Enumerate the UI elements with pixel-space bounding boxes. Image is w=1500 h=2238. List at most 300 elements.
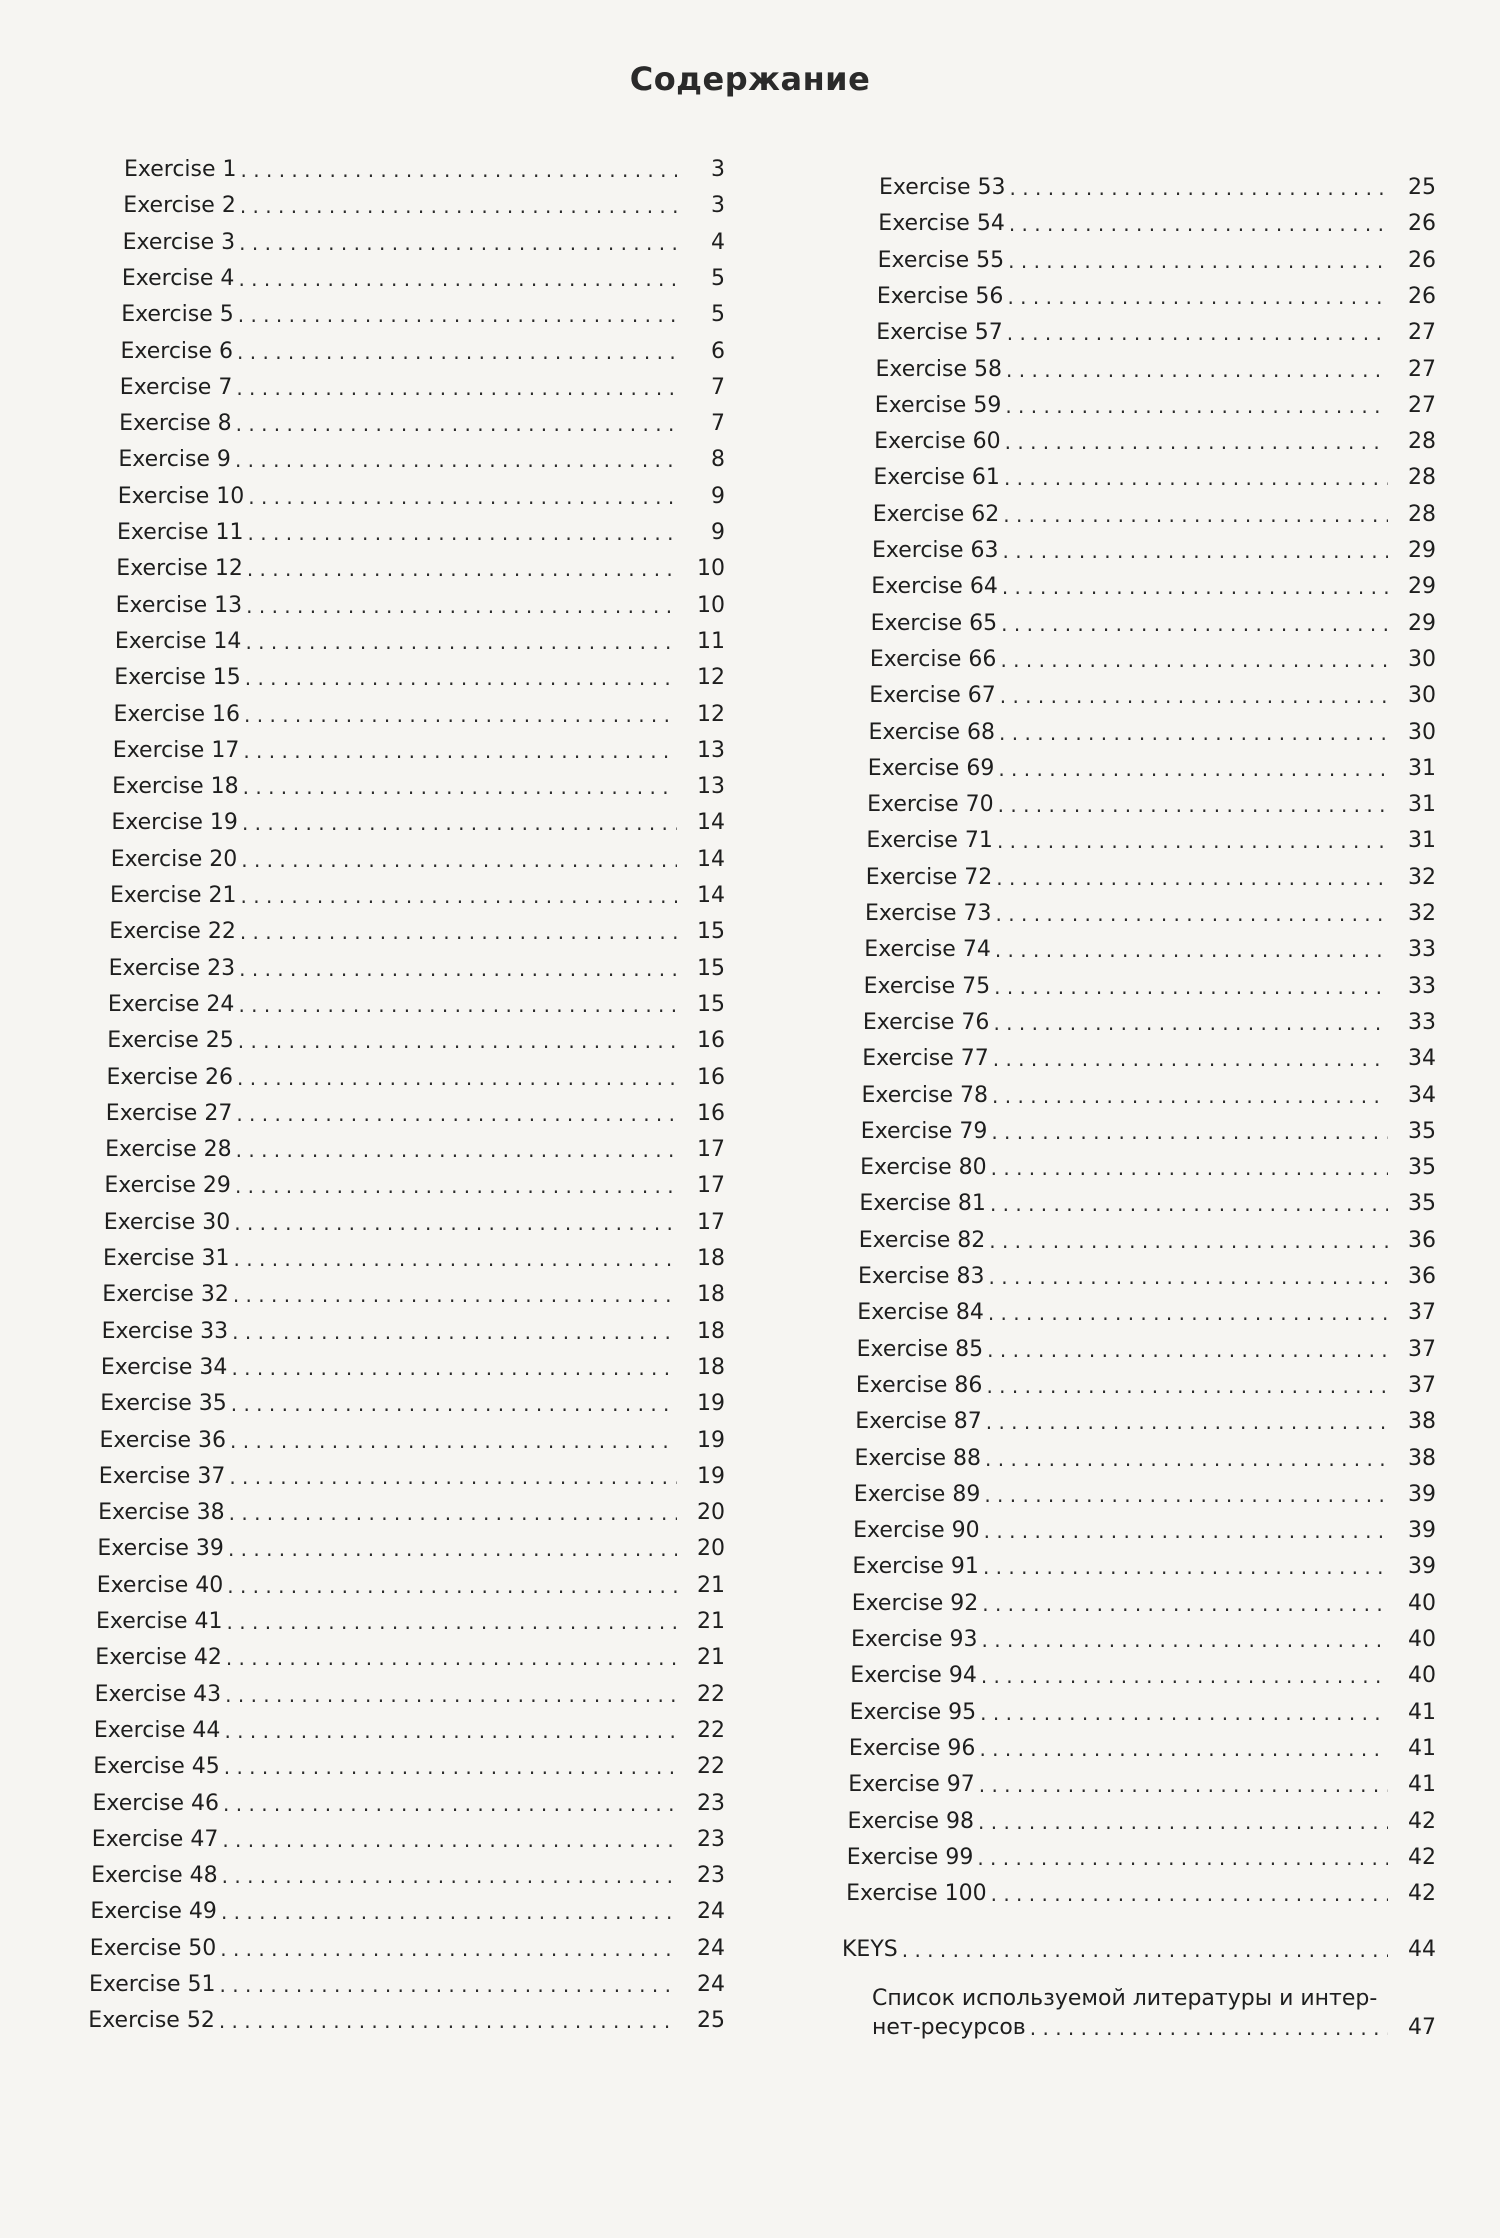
toc-entry[interactable]	[855, 1445, 1437, 1473]
dot-leader	[226, 1644, 677, 1672]
toc-entry-label: Exercise 20	[110, 846, 238, 872]
toc-entry-page: 39	[1407, 1481, 1436, 1507]
toc-entry[interactable]	[95, 1681, 725, 1709]
dot-leader	[1007, 283, 1388, 311]
toc-entry-label: Exercise 28	[105, 1137, 232, 1163]
toc-entry-label: Exercise 13	[115, 592, 243, 618]
toc-entry[interactable]	[118, 446, 725, 474]
toc-entry-label: Exercise 81	[859, 1191, 986, 1217]
toc-entry[interactable]	[858, 1263, 1436, 1291]
toc-entry-label: Exercise 4	[121, 265, 235, 291]
toc-entry-page: 27	[1407, 320, 1436, 346]
dot-leader	[1005, 392, 1388, 420]
toc-entry[interactable]	[878, 210, 1436, 238]
toc-entry[interactable]	[88, 2007, 725, 2035]
toc-entry-label: Exercise 88	[854, 1445, 982, 1471]
dot-leader	[1004, 464, 1388, 492]
toc-entry[interactable]	[121, 338, 726, 366]
toc-entry[interactable]	[90, 1898, 725, 1926]
toc-entry[interactable]	[102, 1318, 725, 1346]
toc-entry[interactable]	[107, 1027, 725, 1055]
toc-entry[interactable]	[865, 900, 1436, 928]
toc-entry-page: 22	[696, 1681, 725, 1707]
toc-entry-label: Exercise 24	[107, 991, 235, 1017]
dot-leader	[248, 483, 677, 511]
toc-entry[interactable]	[123, 229, 725, 257]
toc-entry[interactable]	[847, 1844, 1436, 1872]
toc-entry-label: Exercise 15	[114, 665, 241, 691]
toc-entry[interactable]	[105, 1136, 725, 1164]
toc-entry-label: Exercise 11	[117, 520, 244, 545]
toc-entry[interactable]	[855, 1408, 1436, 1436]
dot-leader	[995, 936, 1388, 964]
toc-entry-page: 30	[1407, 683, 1436, 709]
dot-leader	[222, 1862, 677, 1890]
dot-leader	[221, 1898, 677, 1926]
toc-entry[interactable]	[878, 247, 1436, 275]
toc-entry-page: 14	[696, 846, 725, 872]
toc-entry-page: 34	[1407, 1046, 1436, 1072]
toc-entry[interactable]	[862, 1045, 1436, 1073]
toc-entry[interactable]	[93, 1753, 725, 1781]
toc-entry-page: 42	[1408, 1808, 1436, 1834]
page-title: Содержание	[629, 60, 871, 98]
dot-leader	[236, 1136, 677, 1164]
toc-entry-label: Exercise 67	[869, 683, 996, 709]
toc-entry-page: 40	[1407, 1663, 1436, 1689]
toc-entry[interactable]	[114, 664, 725, 692]
dot-leader	[234, 1209, 677, 1237]
dot-leader	[236, 1100, 677, 1128]
toc-entry[interactable]	[122, 265, 725, 293]
dot-leader	[229, 1463, 677, 1491]
toc-entry[interactable]	[99, 1463, 725, 1491]
toc-entry-label: Exercise 34	[100, 1354, 228, 1380]
toc-entry[interactable]	[849, 1735, 1436, 1763]
toc-entry[interactable]	[94, 1717, 725, 1745]
toc-entry-page: 28	[1407, 429, 1436, 455]
dot-leader	[229, 1499, 677, 1527]
toc-entry[interactable]	[124, 156, 725, 184]
dot-leader	[235, 1172, 677, 1200]
toc-entry[interactable]	[859, 1190, 1436, 1218]
dot-leader	[990, 1190, 1388, 1218]
toc-entry-page: 26	[1407, 211, 1436, 237]
toc-entry[interactable]	[109, 918, 725, 946]
toc-entry[interactable]	[109, 955, 725, 983]
dot-leader	[220, 1971, 677, 1999]
toc-entry-label: Exercise 5	[121, 302, 234, 328]
toc-entry-page: 23	[696, 1863, 725, 1889]
toc-entry[interactable]	[876, 319, 1436, 347]
toc-entry-label: Exercise 12	[116, 556, 243, 582]
toc-entry[interactable]	[100, 1427, 726, 1455]
toc-entry-page: 9	[710, 483, 725, 509]
toc-entry-page: 8	[710, 447, 725, 473]
toc-entry[interactable]	[108, 991, 725, 1019]
toc-entry-references[interactable]	[872, 2014, 1436, 2042]
toc-entry-page: 19	[697, 1427, 725, 1453]
dot-leader	[996, 900, 1388, 928]
toc-entry-label: Exercise 59	[874, 392, 1002, 418]
dot-leader	[1005, 428, 1388, 456]
toc-entry-label: Exercise 47	[91, 1826, 219, 1852]
toc-entry[interactable]	[102, 1281, 725, 1309]
toc-entry-label: Exercise 55	[877, 247, 1005, 273]
dot-leader	[224, 1717, 677, 1745]
toc-entry-page: 28	[1407, 465, 1436, 491]
toc-entry-page: 35	[1407, 1155, 1436, 1181]
toc-entry[interactable]	[848, 1808, 1437, 1836]
toc-entry[interactable]	[854, 1481, 1436, 1509]
toc-entry-label: Exercise 46	[92, 1790, 220, 1816]
dot-leader	[1030, 2014, 1388, 2042]
toc-entry[interactable]	[850, 1662, 1436, 1690]
toc-entry-label: Exercise 27	[105, 1100, 233, 1126]
dot-leader	[986, 1372, 1388, 1400]
toc-entry[interactable]	[851, 1626, 1436, 1654]
toc-entry-page: 40	[1407, 1590, 1436, 1616]
toc-entry[interactable]	[853, 1517, 1436, 1545]
toc-entry-page: 19	[696, 1463, 725, 1489]
toc-entry[interactable]	[96, 1608, 725, 1636]
dot-leader	[1001, 610, 1388, 638]
toc-entry-label: Exercise 43	[94, 1681, 222, 1707]
toc-entry-page: 44	[1408, 1937, 1436, 1962]
toc-entry-label: нет-ресурсов	[872, 2015, 1026, 2040]
toc-entry[interactable]	[857, 1336, 1436, 1364]
dot-leader	[228, 1535, 677, 1563]
toc-entry[interactable]	[861, 1118, 1436, 1146]
dot-leader	[231, 1390, 677, 1418]
dot-leader	[245, 664, 677, 692]
toc-entry-page: 22	[696, 1754, 725, 1780]
toc-entry-label: Exercise 71	[866, 828, 993, 854]
toc-entry-label: Exercise 41	[96, 1609, 223, 1634]
dot-leader	[236, 374, 677, 402]
toc-entry-label: Exercise 21	[110, 883, 237, 908]
toc-entry[interactable]	[859, 1227, 1436, 1255]
toc-entry-page: 27	[1407, 392, 1436, 418]
dot-leader	[225, 1681, 677, 1709]
toc-entry-page: 31	[1407, 792, 1436, 818]
toc-entry-label: Exercise 100	[846, 1881, 987, 1907]
dot-leader	[238, 1027, 677, 1055]
toc-entry[interactable]	[866, 864, 1436, 892]
toc-entry-label: Exercise 99	[846, 1844, 974, 1870]
dot-leader	[220, 1935, 677, 1963]
toc-entry[interactable]	[869, 682, 1436, 710]
dot-leader	[982, 1626, 1388, 1654]
dot-leader	[984, 1517, 1388, 1545]
toc-entry[interactable]	[89, 1971, 725, 1999]
toc-entry-label: Exercise 92	[851, 1590, 979, 1616]
toc-entry-page: 42	[1407, 1881, 1436, 1907]
toc-entry-page: 42	[1407, 1844, 1436, 1870]
toc-entry-page: 29	[1407, 574, 1436, 600]
dot-leader	[1008, 247, 1388, 275]
toc-entry-label: Exercise 82	[858, 1227, 986, 1253]
dot-leader	[991, 1118, 1388, 1146]
dot-leader	[1003, 537, 1388, 565]
toc-entry-label: Exercise 45	[93, 1754, 220, 1780]
toc-entry[interactable]	[116, 592, 725, 620]
toc-entry-label: Exercise 96	[848, 1735, 976, 1761]
toc-entry-page: 25	[696, 2008, 725, 2034]
toc-entry-label: Exercise 33	[101, 1318, 229, 1344]
toc-entry[interactable]	[121, 301, 725, 329]
toc-entry[interactable]	[104, 1209, 725, 1237]
dot-leader	[235, 446, 677, 474]
toc-entry[interactable]	[110, 882, 725, 910]
toc-entry[interactable]	[97, 1572, 725, 1600]
toc-entry-page: 31	[1407, 755, 1436, 781]
toc-entry-label: Exercise 6	[120, 338, 234, 364]
toc-entry[interactable]	[101, 1354, 725, 1382]
dot-leader	[998, 791, 1388, 819]
dot-leader	[998, 755, 1388, 783]
toc-entry-label: Exercise 95	[849, 1699, 977, 1725]
toc-entry[interactable]	[91, 1862, 725, 1890]
dot-leader	[1003, 501, 1388, 529]
toc-entry-label: Exercise 93	[851, 1627, 978, 1652]
toc-entry[interactable]	[116, 555, 725, 583]
toc-entry[interactable]	[857, 1299, 1436, 1327]
toc-entry[interactable]	[872, 537, 1436, 565]
toc-entry-label: Exercise 73	[865, 901, 992, 926]
toc-entry-label: Exercise 36	[99, 1427, 227, 1453]
toc-entry-page: 28	[1407, 501, 1436, 527]
toc-entry-label: Exercise 66	[869, 646, 997, 672]
toc-entry-page: 36	[1407, 1227, 1436, 1253]
toc-entry-page: 17	[696, 1209, 725, 1235]
dot-leader	[240, 192, 677, 220]
toc-entry-page: 41	[1407, 1772, 1436, 1798]
toc-entry[interactable]	[866, 827, 1436, 855]
toc-entry-page: 9	[711, 520, 725, 545]
toc-entry[interactable]	[97, 1535, 725, 1563]
toc-entry[interactable]	[98, 1499, 725, 1527]
toc-entry-page: 18	[696, 1282, 725, 1308]
toc-entry[interactable]	[863, 1009, 1436, 1037]
toc-entry[interactable]	[873, 464, 1436, 492]
toc-entry-label: Exercise 87	[855, 1409, 982, 1435]
toc-entry[interactable]	[100, 1390, 725, 1418]
toc-entry-page: 24	[697, 1972, 725, 1997]
toc-entry[interactable]	[860, 1154, 1436, 1182]
toc-entry[interactable]	[867, 791, 1436, 819]
toc-entry-label: Exercise 61	[873, 465, 1000, 491]
toc-entry[interactable]	[104, 1172, 725, 1200]
toc-entry-page: 37	[1407, 1372, 1436, 1398]
toc-entry-label: Exercise 97	[848, 1772, 975, 1798]
toc-entry[interactable]	[850, 1699, 1436, 1727]
toc-entry[interactable]	[123, 192, 725, 220]
toc-entry[interactable]	[111, 846, 725, 874]
dot-leader	[246, 592, 677, 620]
toc-entry-page: 26	[1407, 283, 1436, 309]
dot-leader	[1009, 210, 1388, 238]
toc-entry[interactable]	[120, 374, 725, 402]
toc-entry-label: Exercise 65	[870, 610, 998, 636]
toc-entry-page: 37	[1407, 1300, 1436, 1326]
dot-leader	[981, 1662, 1388, 1690]
toc-entry[interactable]	[119, 410, 725, 438]
toc-entry-page: 6	[711, 338, 725, 364]
toc-entry[interactable]	[848, 1771, 1436, 1799]
toc-entry-page: 10	[696, 556, 725, 582]
toc-entry-page: 7	[710, 411, 725, 437]
toc-entry-label: Exercise 84	[857, 1300, 984, 1326]
dot-leader	[983, 1553, 1388, 1581]
toc-entry-page: 3	[711, 157, 725, 182]
toc-entry[interactable]	[864, 973, 1436, 1001]
dot-leader	[231, 1354, 677, 1382]
toc-entry-keys[interactable]	[842, 1936, 1436, 1964]
toc-entry[interactable]	[846, 1880, 1436, 1908]
dot-leader	[979, 1735, 1388, 1763]
dot-leader	[232, 1318, 677, 1346]
dot-leader	[238, 991, 677, 1019]
toc-entry[interactable]	[114, 701, 726, 729]
toc-entry-label: Exercise 68	[868, 719, 996, 745]
dot-leader	[237, 338, 677, 366]
toc-entry[interactable]	[876, 356, 1437, 384]
toc-entry-label: Exercise 29	[104, 1173, 231, 1199]
toc-entry-page: 18	[697, 1246, 725, 1271]
dot-leader	[243, 773, 677, 801]
toc-entry-label: Exercise 25	[107, 1028, 234, 1054]
toc-entry[interactable]	[870, 646, 1436, 674]
toc-entry-page: 34	[1408, 1082, 1436, 1108]
dot-leader	[240, 918, 677, 946]
toc-entry-label: Exercise 8	[119, 411, 232, 437]
toc-entry[interactable]	[879, 174, 1436, 202]
toc-entry-label: Exercise 78	[861, 1082, 989, 1108]
toc-entry-page: 33	[1407, 1009, 1436, 1035]
toc-entry-label: Exercise 72	[865, 864, 993, 890]
toc-entry-page: 35	[1407, 1118, 1436, 1144]
toc-entry[interactable]	[112, 773, 725, 801]
dot-leader	[238, 301, 677, 329]
dot-leader	[1007, 319, 1388, 347]
dot-leader	[988, 1299, 1388, 1327]
toc-entry-page: 29	[1408, 538, 1436, 563]
toc-entry-page: 35	[1407, 1191, 1436, 1217]
toc-entry[interactable]	[864, 936, 1436, 964]
dot-leader	[243, 737, 677, 765]
dot-leader	[1000, 646, 1388, 674]
toc-entry[interactable]	[871, 610, 1436, 638]
toc-entry-page: 16	[696, 1028, 725, 1054]
toc-entry-label: Exercise 56	[876, 283, 1004, 309]
toc-entry-label: Exercise 51	[89, 1972, 216, 1997]
toc-entry-label: Exercise 52	[88, 2008, 215, 2034]
toc-entry[interactable]	[877, 283, 1436, 311]
toc-entry[interactable]	[107, 1064, 726, 1092]
toc-entry[interactable]	[874, 428, 1436, 456]
toc-entry[interactable]	[103, 1245, 725, 1273]
dot-leader	[984, 1481, 1388, 1509]
toc-entry-page: 41	[1407, 1699, 1436, 1725]
toc-entry[interactable]	[115, 628, 725, 656]
toc-entry-label: Exercise 80	[860, 1155, 987, 1181]
toc-entry-label: Exercise 38	[98, 1500, 225, 1526]
toc-entry-label: Exercise 76	[862, 1009, 990, 1035]
toc-entry-label: Exercise 74	[864, 937, 991, 963]
toc-entry-label: Exercise 32	[102, 1282, 229, 1308]
toc-entry-label: Exercise 39	[97, 1536, 224, 1562]
toc-entry-label: Exercise 31	[103, 1246, 230, 1271]
toc-entry-page: 3	[710, 193, 725, 219]
toc-entry[interactable]	[95, 1644, 725, 1672]
toc-entry[interactable]	[118, 483, 725, 511]
toc-entry-page: 12	[696, 665, 725, 691]
toc-entry-label: Exercise 37	[98, 1463, 226, 1489]
toc-entry-page: 32	[1408, 901, 1436, 926]
toc-entry[interactable]	[92, 1826, 725, 1854]
dot-leader	[230, 1427, 677, 1455]
toc-entry-page: 29	[1407, 610, 1436, 636]
dot-leader	[236, 410, 677, 438]
dot-leader	[241, 156, 677, 184]
toc-entry[interactable]	[852, 1553, 1436, 1581]
dot-leader	[233, 1281, 677, 1309]
toc-entry[interactable]	[93, 1790, 726, 1818]
toc-entry[interactable]	[856, 1372, 1436, 1400]
toc-entry-label: Exercise 94	[850, 1663, 977, 1689]
toc-entry-page: 17	[696, 1173, 725, 1199]
toc-entry-label: Exercise 35	[100, 1391, 227, 1417]
toc-entry[interactable]	[117, 519, 725, 547]
toc-entry[interactable]	[871, 573, 1436, 601]
toc-entry-label: Exercise 86	[855, 1372, 983, 1398]
toc-entry[interactable]	[90, 1935, 725, 1963]
toc-entry[interactable]	[111, 809, 725, 837]
toc-entry[interactable]	[869, 719, 1437, 747]
dot-leader	[996, 864, 1388, 892]
toc-entry[interactable]	[875, 392, 1436, 420]
toc-entry-page: 30	[1407, 646, 1436, 672]
toc-entry-label: Exercise 19	[111, 810, 238, 836]
toc-entry-page: 18	[696, 1318, 725, 1344]
toc-entry-label: Exercise 75	[863, 973, 991, 999]
toc-entry-references-line1[interactable]: Список используемой литературы и интер-	[872, 1986, 1378, 2011]
toc-entry-page: 16	[697, 1064, 725, 1090]
toc-entry-label: Exercise 44	[93, 1717, 221, 1743]
toc-entry[interactable]	[873, 501, 1436, 529]
dot-leader	[223, 1790, 677, 1818]
toc-entry[interactable]	[862, 1082, 1437, 1110]
toc-entry-label: Exercise 83	[858, 1264, 985, 1289]
toc-entry-label: Exercise 50	[89, 1935, 217, 1961]
toc-entry[interactable]	[106, 1100, 725, 1128]
toc-entry[interactable]	[113, 737, 725, 765]
toc-entry-page: 17	[696, 1137, 725, 1163]
toc-entry-page: 33	[1407, 937, 1436, 963]
toc-entry[interactable]	[852, 1590, 1436, 1618]
dot-leader	[986, 1408, 1388, 1436]
toc-entry-page: 20	[696, 1500, 725, 1526]
dot-leader	[994, 973, 1388, 1001]
dot-leader	[248, 519, 677, 547]
toc-entry-label: Exercise 90	[853, 1518, 980, 1544]
dot-leader	[1006, 356, 1388, 384]
toc-entry[interactable]	[868, 755, 1436, 783]
dot-leader	[982, 1590, 1388, 1618]
dot-leader	[989, 1263, 1388, 1291]
dot-leader	[245, 628, 677, 656]
